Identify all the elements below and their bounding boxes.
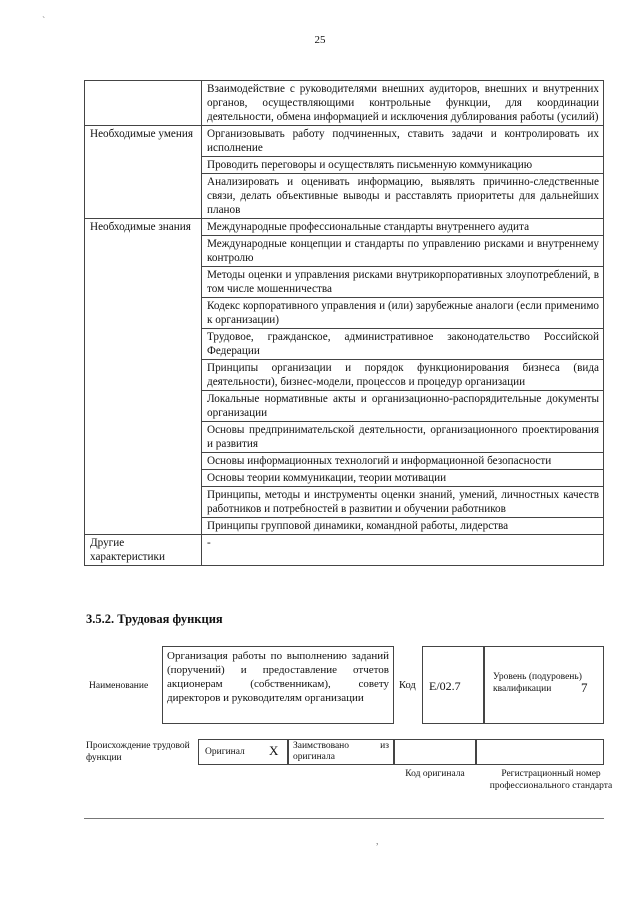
function-code-box: E/02.7 xyxy=(422,646,484,724)
origin-label: Происхождение трудовой функции xyxy=(86,741,190,763)
row-text: Взаимодействие с руководителями внешних аудиторов, внешних и внутренних органов, осуществляющими контрольные функции, для координации деятельности, обмена информацией и исключения дублирования работы (усилий) xyxy=(202,81,604,126)
corner-mark: ` xyxy=(42,16,46,27)
original-mark: X xyxy=(269,743,279,758)
table-row xyxy=(85,81,604,126)
table-row xyxy=(85,126,604,157)
original-cell xyxy=(198,739,288,765)
original-code-caption: Код оригинала xyxy=(405,769,465,779)
qualification-level-box xyxy=(484,646,604,724)
row-label xyxy=(85,81,202,126)
function-name-box: Организация работы по выполнению заданий (поручений) и предоставление отчетов акционерам (собственникам), совету директоров и руководителям организации xyxy=(162,646,394,724)
table-row xyxy=(85,535,604,566)
row-text: Основы предпринимательской деятельности, организационного проектирования и развития xyxy=(202,422,604,453)
original-code-cell xyxy=(394,739,476,765)
borrowed-label-bottom: оригинала xyxy=(293,752,335,762)
borrowed-label-right: из xyxy=(380,741,389,751)
row-text: Локальные нормативные акты и организационно-распорядительные документы организации xyxy=(202,391,604,422)
requirements-table xyxy=(84,80,604,566)
row-text: Международные профессиональные стандарты внутреннего аудита xyxy=(202,219,604,236)
borrowed-label-left: Заимствовано xyxy=(293,741,350,751)
row-label: Другие характеристики xyxy=(85,535,202,566)
row-text: Трудовое, гражданское, административное законодательство Российской Федерации xyxy=(202,329,604,360)
row-text: Основы теории коммуникации, теории мотивации xyxy=(202,470,604,487)
row-text: Принципы групповой динамики, командной работы, лидерства xyxy=(202,518,604,535)
registration-number-cell xyxy=(476,739,604,765)
level-label: Уровень (подуровень) квалификации xyxy=(493,672,582,694)
row-label: Необходимые умения xyxy=(85,126,202,219)
reg-number-caption: Регистрационный номер профессионального стандарта xyxy=(489,769,613,791)
code-label: Код xyxy=(399,680,416,691)
original-label: Оригинал xyxy=(205,747,245,757)
row-text: - xyxy=(202,535,604,566)
row-text: Анализировать и оценивать информацию, выявлять причинно-следственные связи, делать объективные выводы и расставлять приоритеты для дальнейших планов xyxy=(202,174,604,219)
row-text: Основы информационных технологий и информационной безопасности xyxy=(202,453,604,470)
section-title: 3.5.2. Трудовая функция xyxy=(86,612,223,626)
row-label: Необходимые знания xyxy=(85,219,202,535)
row-text: Методы оценки и управления рисками внутрикорпоративных злоупотреблений, в том числе мошенничества xyxy=(202,267,604,298)
page-number: 25 xyxy=(314,34,326,46)
row-text: Принципы, методы и инструменты оценки знаний, умений, личностных качеств работников и потребностей в развитии и обучении работников xyxy=(202,487,604,518)
bottom-mark: , xyxy=(376,836,379,847)
row-text: Международные концепции и стандарты по управлению рисками и внутреннему контролю xyxy=(202,236,604,267)
table-row xyxy=(85,219,604,236)
borrowed-cell xyxy=(288,739,394,765)
name-label: Наименование xyxy=(89,681,149,691)
row-text: Кодекс корпоративного управления и (или) зарубежные аналоги (если применимо к организации) xyxy=(202,298,604,329)
bottom-rule xyxy=(84,818,604,819)
row-text: Принципы организации и порядок функционирования бизнеса (вида деятельности), бизнес-модели, процессов и процедур организации xyxy=(202,360,604,391)
level-value: 7 xyxy=(581,680,588,695)
row-text: Проводить переговоры и осуществлять письменную коммуникацию xyxy=(202,157,604,174)
row-text: Организовывать работу подчиненных, ставить задачи и контролировать их исполнение xyxy=(202,126,604,157)
